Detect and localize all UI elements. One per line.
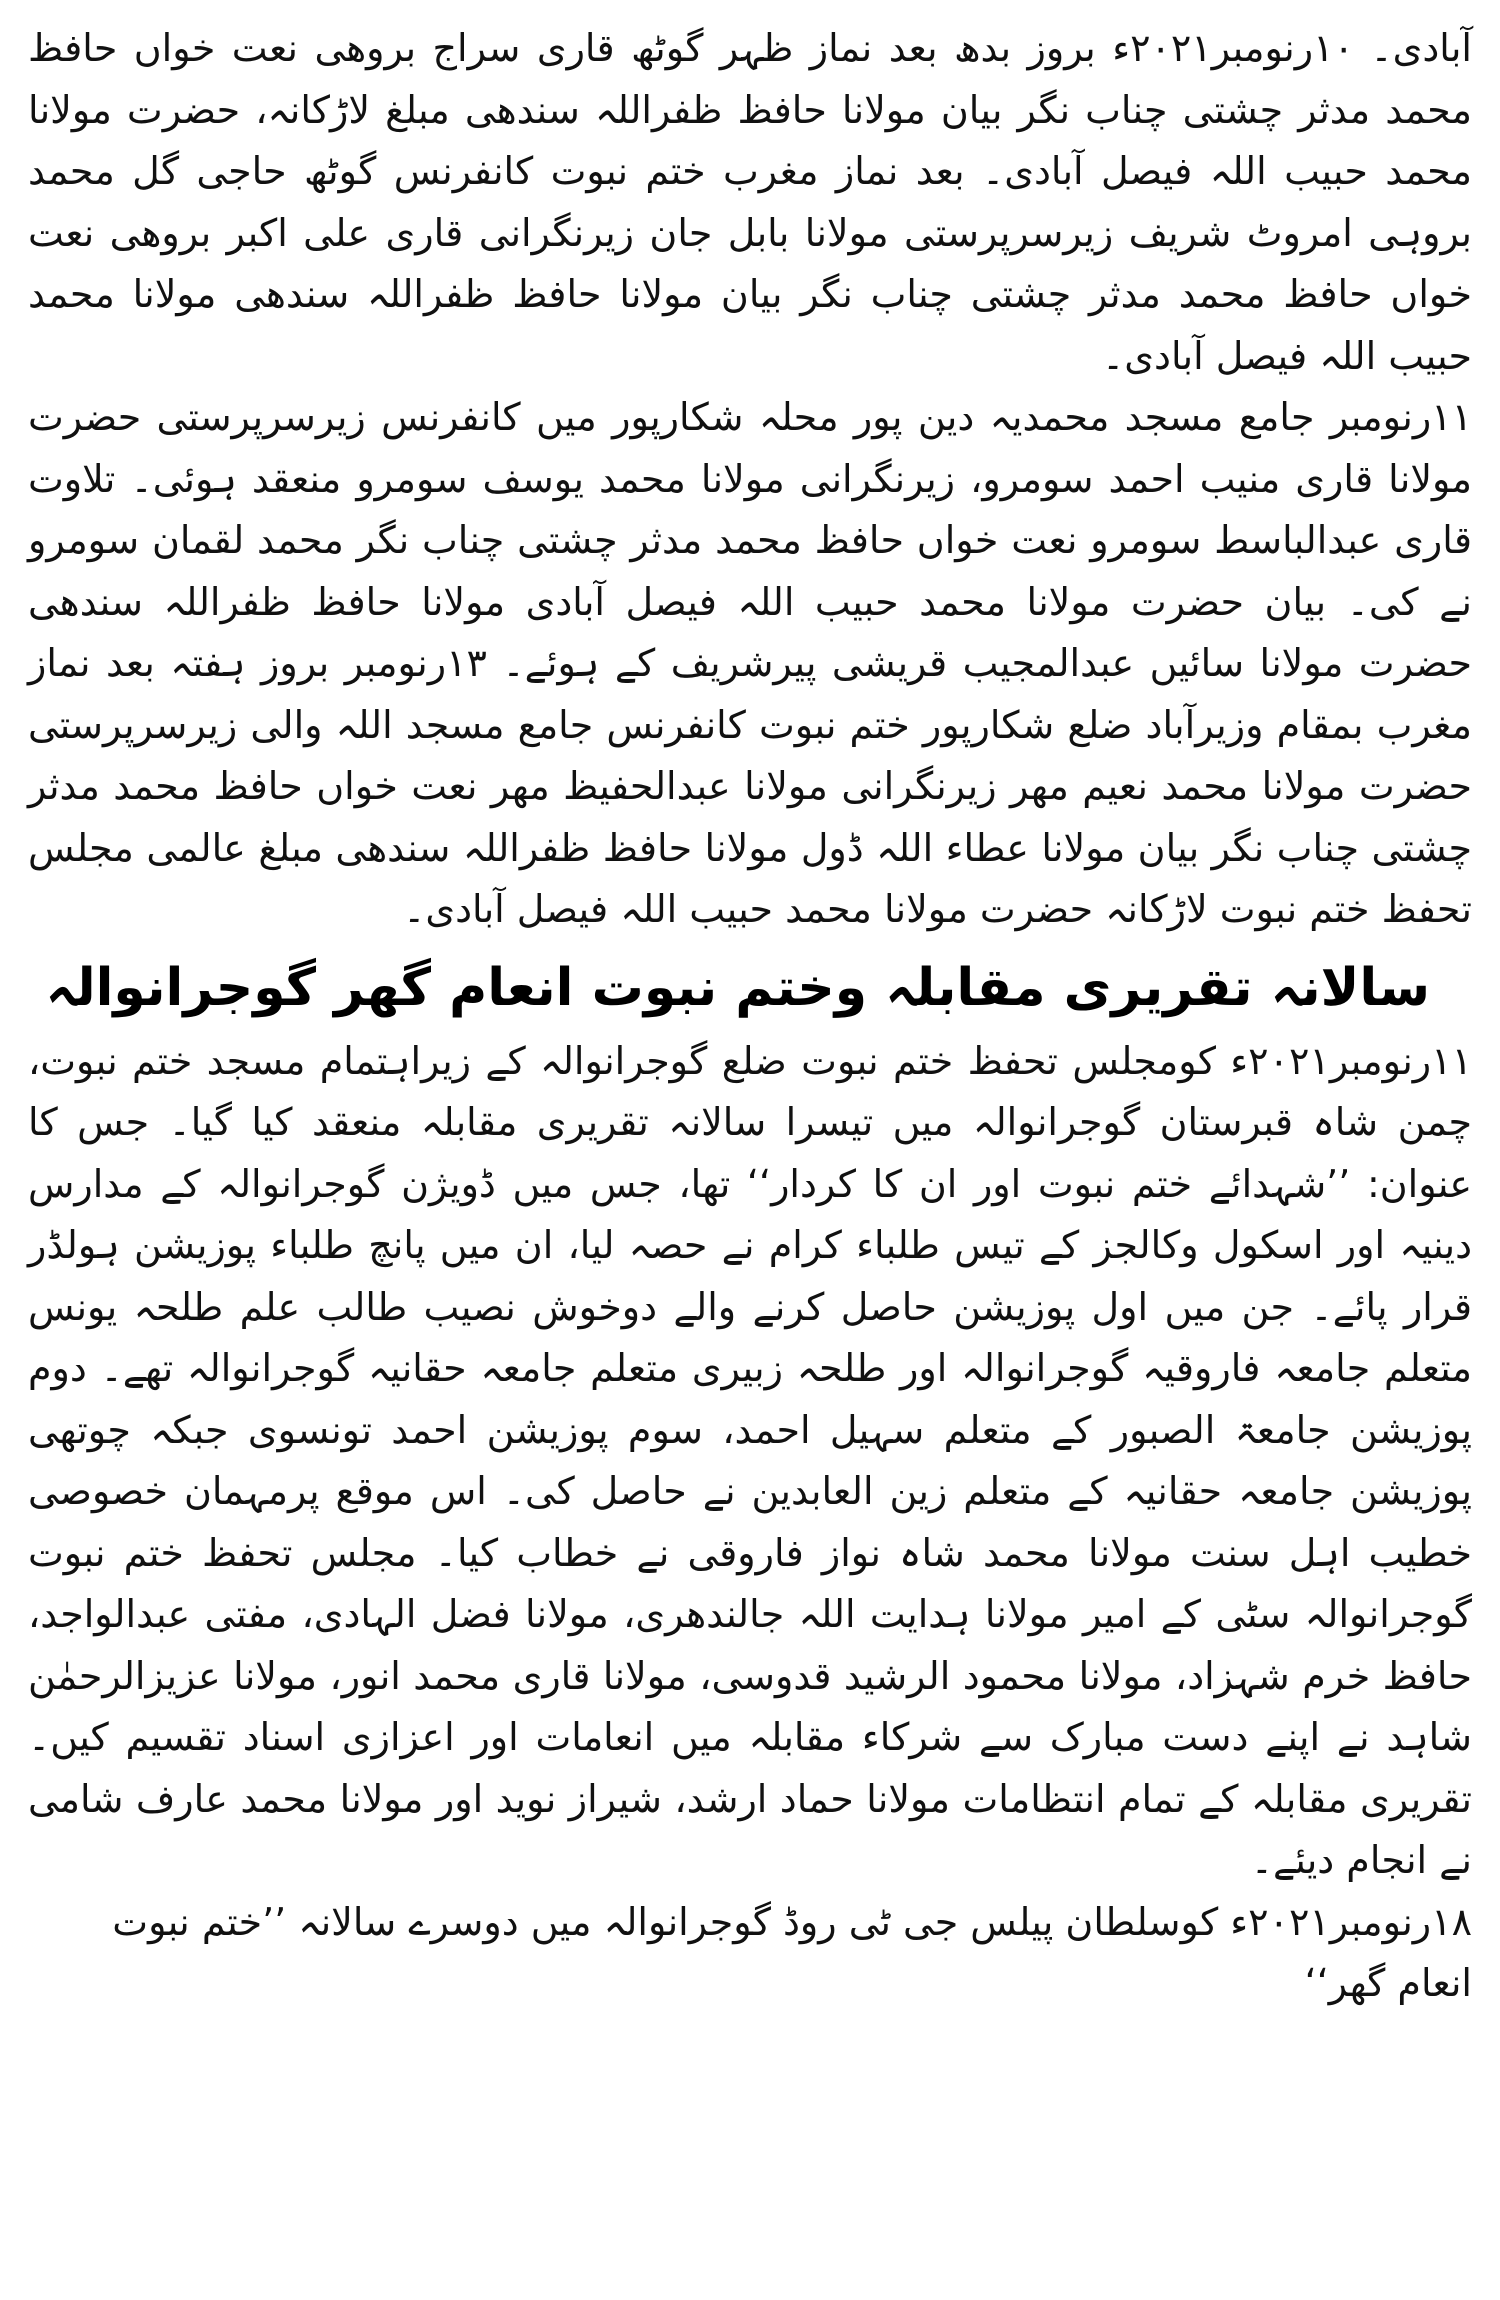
- article-page: [28, 18, 1472, 2282]
- article-paragraph-3: ۱۱رنومبر۲۰۲۱ء کومجلس تحفظ ختم نبوت ضلع گوجرانوالہ کے زیراہتمام مسجد ختم نبوت، چمن شاہ قبرستان گوجرانوالہ میں تیسرا سالانہ تقریری مقابلہ منعقد کیا گیا۔ جس کا عنوان: ’’شہدائے ختم نبوت اور ان کا کردار‘‘ تھا، جس میں ڈویژن گوجرانوالہ کے مدارس دینیہ اور اسکول وکالجز کے تیس طلباء کرام نے حصہ لیا، ان میں پانچ طلباء پوزیشن ہولڈر قرار پائے۔ جن میں اول پوزیشن حاصل کرنے والے دوخوش نصیب طالب علم طلحہ یونس متعلم جامعہ فاروقیہ گوجرانوالہ اور طلحہ زبیری متعلم جامعہ حقانیہ گوجرانوالہ تھے۔ دوم پوزیشن جامعۃ الصبور کے متعلم سہیل احمد، سوم پوزیشن احمد تونسوی جبکہ چوتھی پوزیشن جامعہ حقانیہ کے متعلم زین العابدین نے حاصل کی۔ اس موقع پرمہمان خصوصی خطیب اہل سنت مولانا محمد شاہ نواز فاروقی نے خطاب کیا۔ مجلس تحفظ ختم نبوت گوجرانوالہ سٹی کے امیر مولانا ہدایت اللہ جالندھری، مولانا فضل الہادی، مفتی عبدالواجد، حافظ خرم شہزاد، مولانا محمود الرشید قدوسی، مولانا قاری محمد انور، مولانا عزیزالرحمٰن شاہد نے اپنے دست مبارک سے شرکاء مقابلہ میں انعامات اور اعزازی اسناد تقسیم کیں۔ تقریری مقابلہ کے تمام انتظامات مولانا حماد ارشد، شیراز نوید اور مولانا محمد عارف شامی نے انجام دیئے۔: [28, 1038, 1472, 1882]
- section-heading: سالانہ تقریری مقابلہ وختم نبوت انعام گھر گوجرانوالہ: [45, 957, 1430, 1018]
- article-paragraph-4: ۱۸رنومبر۲۰۲۱ء کوسلطان پیلس جی ٹی روڈ گوجرانوالہ میں دوسرے سالانہ ’’ختم نبوت انعام گھر‘‘: [112, 1899, 1472, 2005]
- article-paragraph-2: ۱۱رنومبر جامع مسجد محمدیہ دین پور محلہ شکارپور میں کانفرنس زیرسرپرستی حضرت مولانا قاری منیب احمد سومرو، زیرنگرانی مولانا محمد یوسف سومرو منعقد ہوئی۔ تلاوت قاری عبدالباسط سومرو نعت خواں حافظ محمد مدثر چشتی چناب نگر محمد لقمان سومرو نے کی۔ بیان حضرت مولانا محمد حبیب اللہ فیصل آبادی مولانا حافظ ظفراللہ سندھی حضرت مولانا سائیں عبدالمجیب قریشی پیرشریف کے ہوئے۔ ۱۳رنومبر بروز ہفتہ بعد نماز مغرب بمقام وزیرآباد ضلع شکارپور ختم نبوت کانفرنس جامع مسجد اللہ والی زیرسرپرستی حضرت مولانا محمد نعیم مھر زیرنگرانی مولانا عبدالحفیظ مھر نعت خواں حافظ محمد مدثر چشتی چناب نگر بیان مولانا عطاء اللہ ڈول مولانا حافظ ظفراللہ سندھی مبلغ عالمی مجلس تحفظ ختم نبوت لاڑکانہ حضرت مولانا محمد حبیب اللہ فیصل آبادی۔: [28, 395, 1472, 931]
- article-paragraph-1: آبادی۔ ۱۰رنومبر۲۰۲۱ء بروز بدھ بعد نماز ظہر گوٹھ قاری سراج بروھی نعت خواں حافظ محمد مدثر چشتی چناب نگر بیان مولانا حافظ ظفراللہ سندھی مبلغ لاڑکانہ، حضرت مولانا محمد حبیب اللہ فیصل آبادی۔ بعد نماز مغرب ختم نبوت کانفرنس گوٹھ حاجی گل محمد بروہی امروٹ شریف زیرسرپرستی مولانا بابل جان زیرنگرانی قاری علی اکبر بروھی نعت خواں حافظ محمد مدثر چشتی چناب نگر بیان مولانا حافظ ظفراللہ سندھی مولانا محمد حبیب اللہ فیصل آبادی۔: [28, 26, 1472, 378]
